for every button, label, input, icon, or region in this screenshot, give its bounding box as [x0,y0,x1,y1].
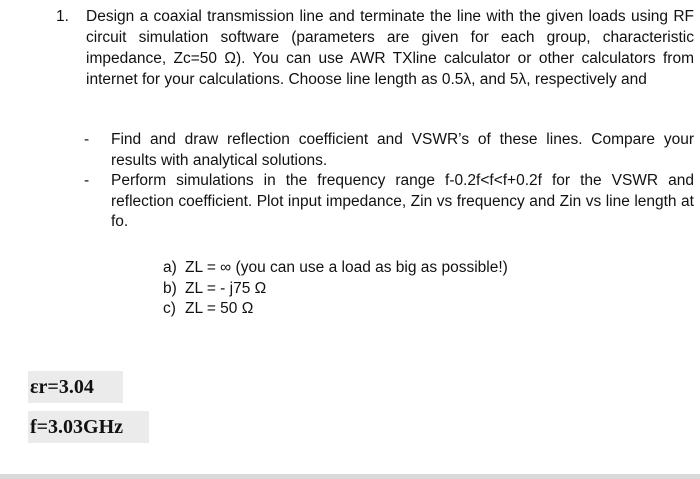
task-item-simulation [84,171,694,233]
question-text: Design a coaxial transmission line and terminate the line with the given loads using RF circuit simulation software (parameters are given for each group, characteristic impedance, Zc=50 Ω). You can use AWR TXline calculator or other calculators from internet for your calculations. Choose line length as 0.5λ, and 5λ, respectively and [86,8,694,88]
case-text: ZL = ∞ (you can use a load as big as possible!) [185,259,508,276]
load-case-b [163,279,583,300]
task-text: Find and draw reflection coefficient and VSWR’s of these lines. Compare your results with analytical solutions. [111,131,694,169]
case-text: ZL = - j75 Ω [185,279,267,297]
task-list [84,130,694,233]
task-item-reflection [84,130,694,171]
bullet-dash: - [84,131,90,148]
load-cases [163,258,583,320]
load-case-c [163,299,583,320]
case-text: ZL = 50 Ω [185,300,254,317]
frequency-parameter: f=3.03GHz [28,411,149,443]
bullet-dash: - [84,172,90,189]
permittivity-parameter: εr=3.04 [28,371,123,403]
load-case-a [163,258,583,279]
case-label: b) [163,279,177,297]
case-label: a) [163,259,177,276]
question-number: 1. [56,8,69,25]
case-label: c) [163,300,176,317]
bottom-divider [0,474,700,479]
task-text: Perform simulations in the frequency range f-0.2f<f<f+0.2f for the VSWR and reflection coefficient. Plot input impedance, Zin vs frequency and Zin vs line length at fo. [111,172,694,230]
